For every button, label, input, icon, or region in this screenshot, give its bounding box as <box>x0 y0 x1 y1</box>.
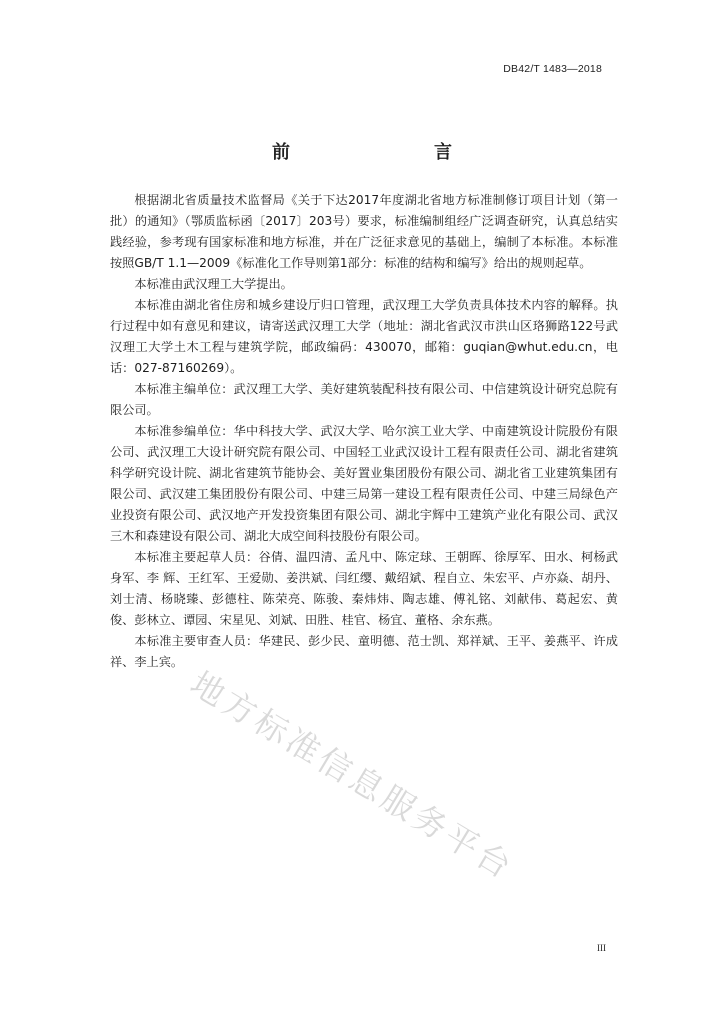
paragraph-proposer: 本标准由武汉理工大学提出。 <box>134 277 293 291</box>
page-number: III <box>597 943 606 953</box>
standard-code: DB42/T 1483—2018 <box>503 63 602 75</box>
foreword-body <box>110 190 618 673</box>
paragraph-management: 本标准由湖北省住房和城乡建设厅归口管理，武汉理工大学负责具体技术内容的解释。执行过程中如有意见和建议，请寄送武汉理工大学（地址：湖北省武汉市洪山区珞狮路122号武汉理工大学土木工程与建筑学院，邮政编码：430070，邮箱：guqian@whut.edu.cn，电话：027-87160269）。 <box>110 298 618 375</box>
paragraph-participating-units: 本标准参编单位：华中科技大学、武汉大学、哈尔滨工业大学、中南建筑设计院股份有限公司、武汉理工大设计研究院有限公司、中国轻工业武汉设计工程有限责任公司、湖北省建筑科学研究设计院、湖北省建筑节能协会、美好置业集团股份有限公司、湖北省工业建筑集团有限公司、武汉建工集团股份有限公司、中建三局第一建设工程有限责任公司、中建三局绿色产业投资有限公司、武汉地产开发投资集团有限公司、湖北宇辉中工建筑产业化有限公司、武汉三木和森建设有限公司、湖北大成空间科技股份有限公司。 <box>110 424 618 543</box>
paragraph-basis: 根据湖北省质量技术监督局《关于下达2017年度湖北省地方标准制修订项目计划（第一批）的通知》（鄂质监标函〔2017〕203号）要求，标准编制组经广泛调查研究，认真总结实践经验，参考现有国家标准和地方标准，并在广泛征求意见的基础上，编制了本标准。本标准按照GB/T 1.1—2009《标准化工作导则第1部分：标准的结构和编写》给出的规则起草。 <box>110 193 618 270</box>
page-title: 前 言 <box>272 142 488 163</box>
paragraph-reviewers: 本标准主要审查人员：华建民、彭少民、童明德、范士凯、郑祥斌、王平、姜燕平、许成祥、李上宾。 <box>110 634 618 669</box>
paragraph-drafters: 本标准主要起草人员：谷倩、温四清、孟凡中、陈定球、王朝晖、徐厚军、田水、柯杨武身军、李 辉、王红军、王爱勋、姜洪斌、闫红缨、戴绍斌、程自立、朱宏平、卢亦焱、胡丹、刘士清、杨晓臻、彭德柱、陈荣亮、陈骏、秦炜炜、陶志雄、傅礼铭、刘献伟、葛起宏、黄俊、彭林立、谭园、宋星见、刘斌、田胜、桂官、杨宜、董格、余东燕。 <box>110 550 618 627</box>
watermark: 地方标准信息服务平台 <box>183 663 522 888</box>
paragraph-chief-units: 本标准主编单位：武汉理工大学、美好建筑装配科技有限公司、中信建筑设计研究总院有限公司。 <box>110 382 618 417</box>
